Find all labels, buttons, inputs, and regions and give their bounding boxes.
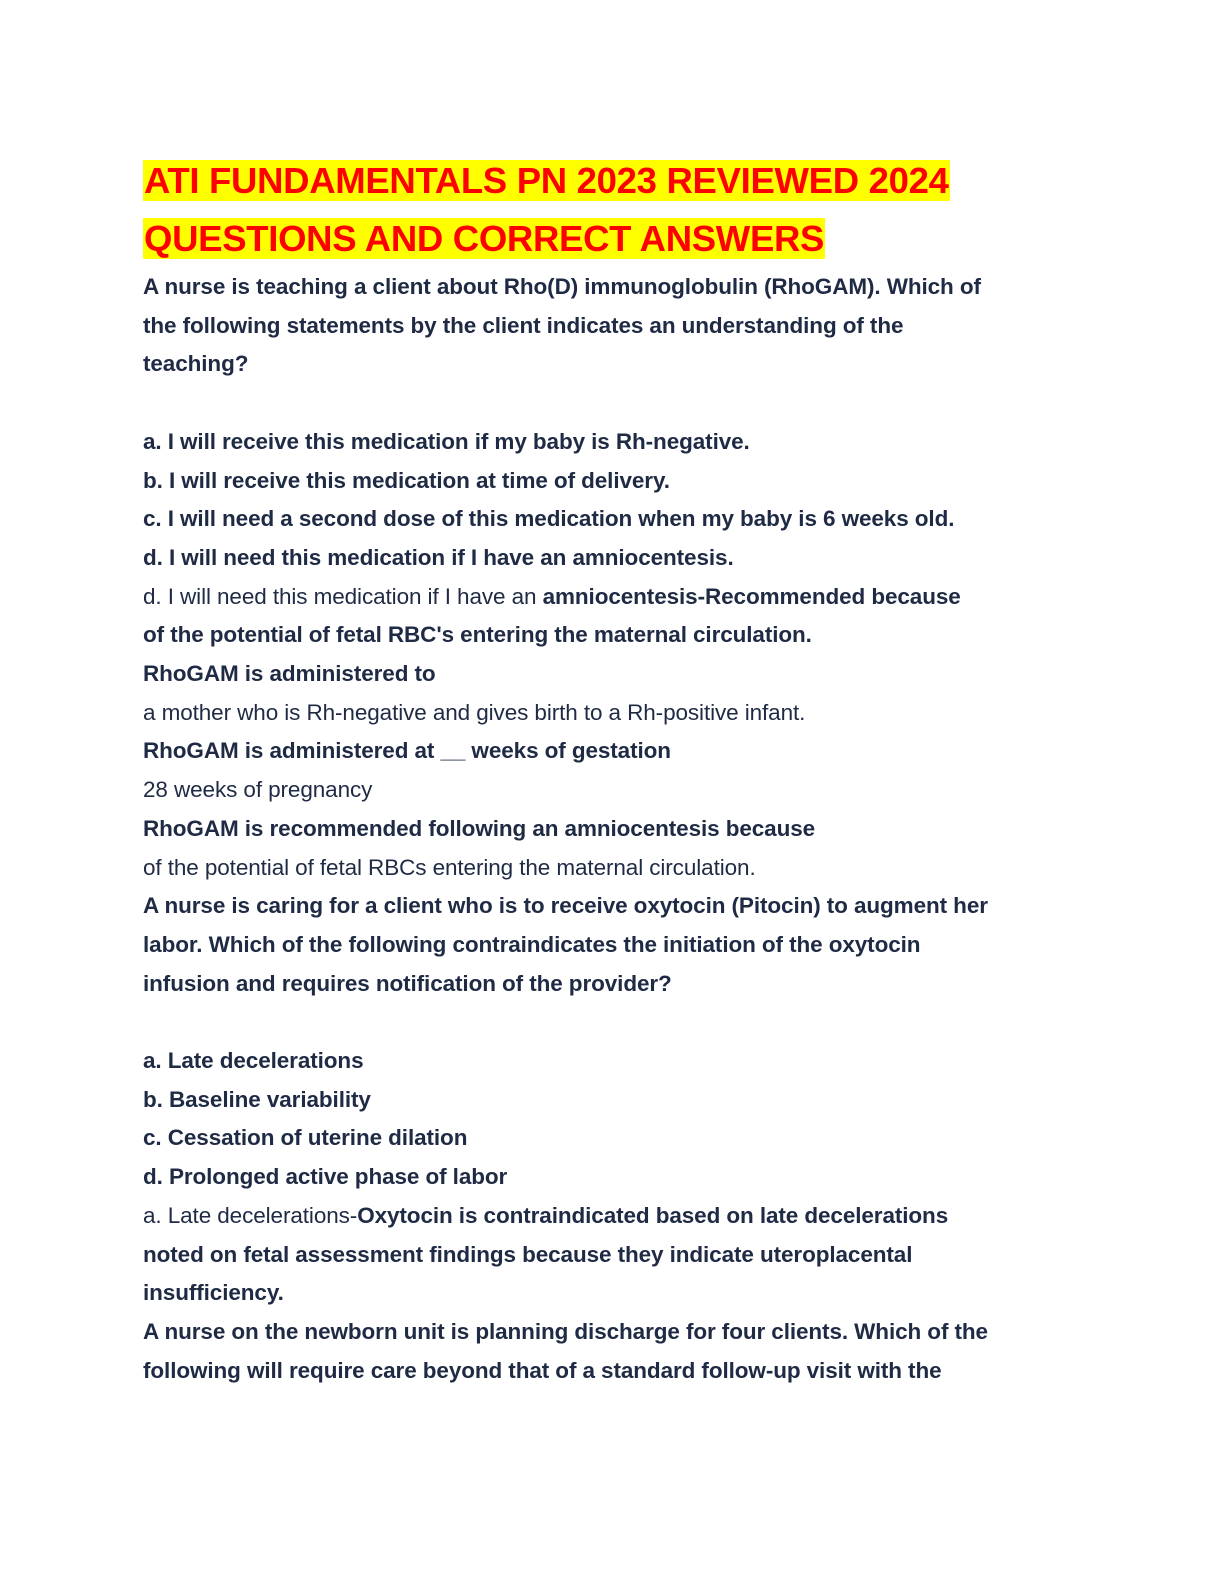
flashcard-1-term: RhoGAM is administered to: [143, 661, 436, 687]
question-2-stem-line-3: infusion and requires notification of the provider?: [143, 970, 672, 996]
flashcard-3-term: RhoGAM is recommended following an amniocentesis because: [143, 815, 816, 841]
question-1-answer-prefix: d. I will need this medication if I have an: [143, 583, 543, 609]
question-1-answer-line-2: of the potential of fetal RBC's entering the maternal circulation.: [143, 622, 812, 648]
question-2-answer-line-2: noted on fetal assessment findings because they indicate uteroplacental: [143, 1241, 913, 1267]
flashcard-2-definition: 28 weeks of pregnancy: [143, 777, 373, 803]
question-1-option-c: c. I will need a second dose of this medication when my baby is 6 weeks old.: [143, 506, 955, 532]
question-3: [143, 1313, 1073, 1390]
title-line-1: ATI FUNDAMENTALS PN 2023 REVIEWED 2024: [144, 160, 949, 201]
question-2-option-c: c. Cessation of uterine dilation: [143, 1125, 468, 1151]
question-3-stem-line-2: following will require care beyond that of a standard follow-up visit with the: [143, 1357, 942, 1383]
question-2: [143, 887, 1073, 1313]
question-2-answer-line-3: insufficiency.: [143, 1280, 284, 1306]
title-line-2: QUESTIONS AND CORRECT ANSWERS: [144, 218, 825, 259]
blank-line: [143, 384, 1073, 423]
flashcard-2-term: RhoGAM is administered at __ weeks of gestation: [143, 738, 671, 764]
document-page: [143, 152, 1073, 1390]
question-1-option-b: b. I will receive this medication at time of delivery.: [143, 467, 670, 493]
question-1-stem-line-1: A nurse is teaching a client about Rho(D) immunoglobulin (RhoGAM). Which of: [143, 274, 981, 299]
question-2-option-d: d. Prolonged active phase of labor: [143, 1164, 508, 1190]
question-1-stem-line-3: teaching?: [143, 351, 249, 377]
question-2-stem-line-2: labor. Which of the following contraindicates the initiation of the oxytocin: [143, 931, 921, 957]
flashcards: [143, 655, 1073, 887]
question-2-stem-line-1: A nurse is caring for a client who is to receive oxytocin (Pitocin) to augment her: [143, 893, 988, 919]
question-2-answer-rationale: Oxytocin is contraindicated based on late decelerations: [357, 1202, 949, 1228]
question-2-answer-line-1: [143, 1197, 1073, 1236]
flashcard-3-definition: of the potential of fetal RBCs entering the maternal circulation.: [143, 854, 756, 880]
flashcard-1-definition: a mother who is Rh-negative and gives birth to a Rh-positive infant.: [143, 699, 806, 725]
question-2-option-a: a. Late decelerations: [143, 1048, 364, 1074]
question-1-stem-line-2: the following statements by the client indicates an understanding of the: [143, 312, 904, 338]
question-1-answer-line-1: [143, 578, 1073, 617]
question-1-option-a: a. I will receive this medication if my baby is Rh-negative.: [143, 428, 750, 454]
blank-line: [143, 1003, 1073, 1042]
question-1: [143, 268, 1073, 655]
question-3-stem-line-1: A nurse on the newborn unit is planning discharge for four clients. Which of the: [143, 1318, 988, 1344]
question-2-answer-prefix: a. Late decelerations-: [143, 1202, 358, 1228]
question-1-option-d: d. I will need this medication if I have an amniocentesis.: [143, 544, 734, 570]
document-title: [143, 152, 1073, 268]
question-2-option-b: b. Baseline variability: [143, 1086, 371, 1112]
question-1-answer-rationale: amniocentesis-Recommended because: [542, 583, 961, 609]
